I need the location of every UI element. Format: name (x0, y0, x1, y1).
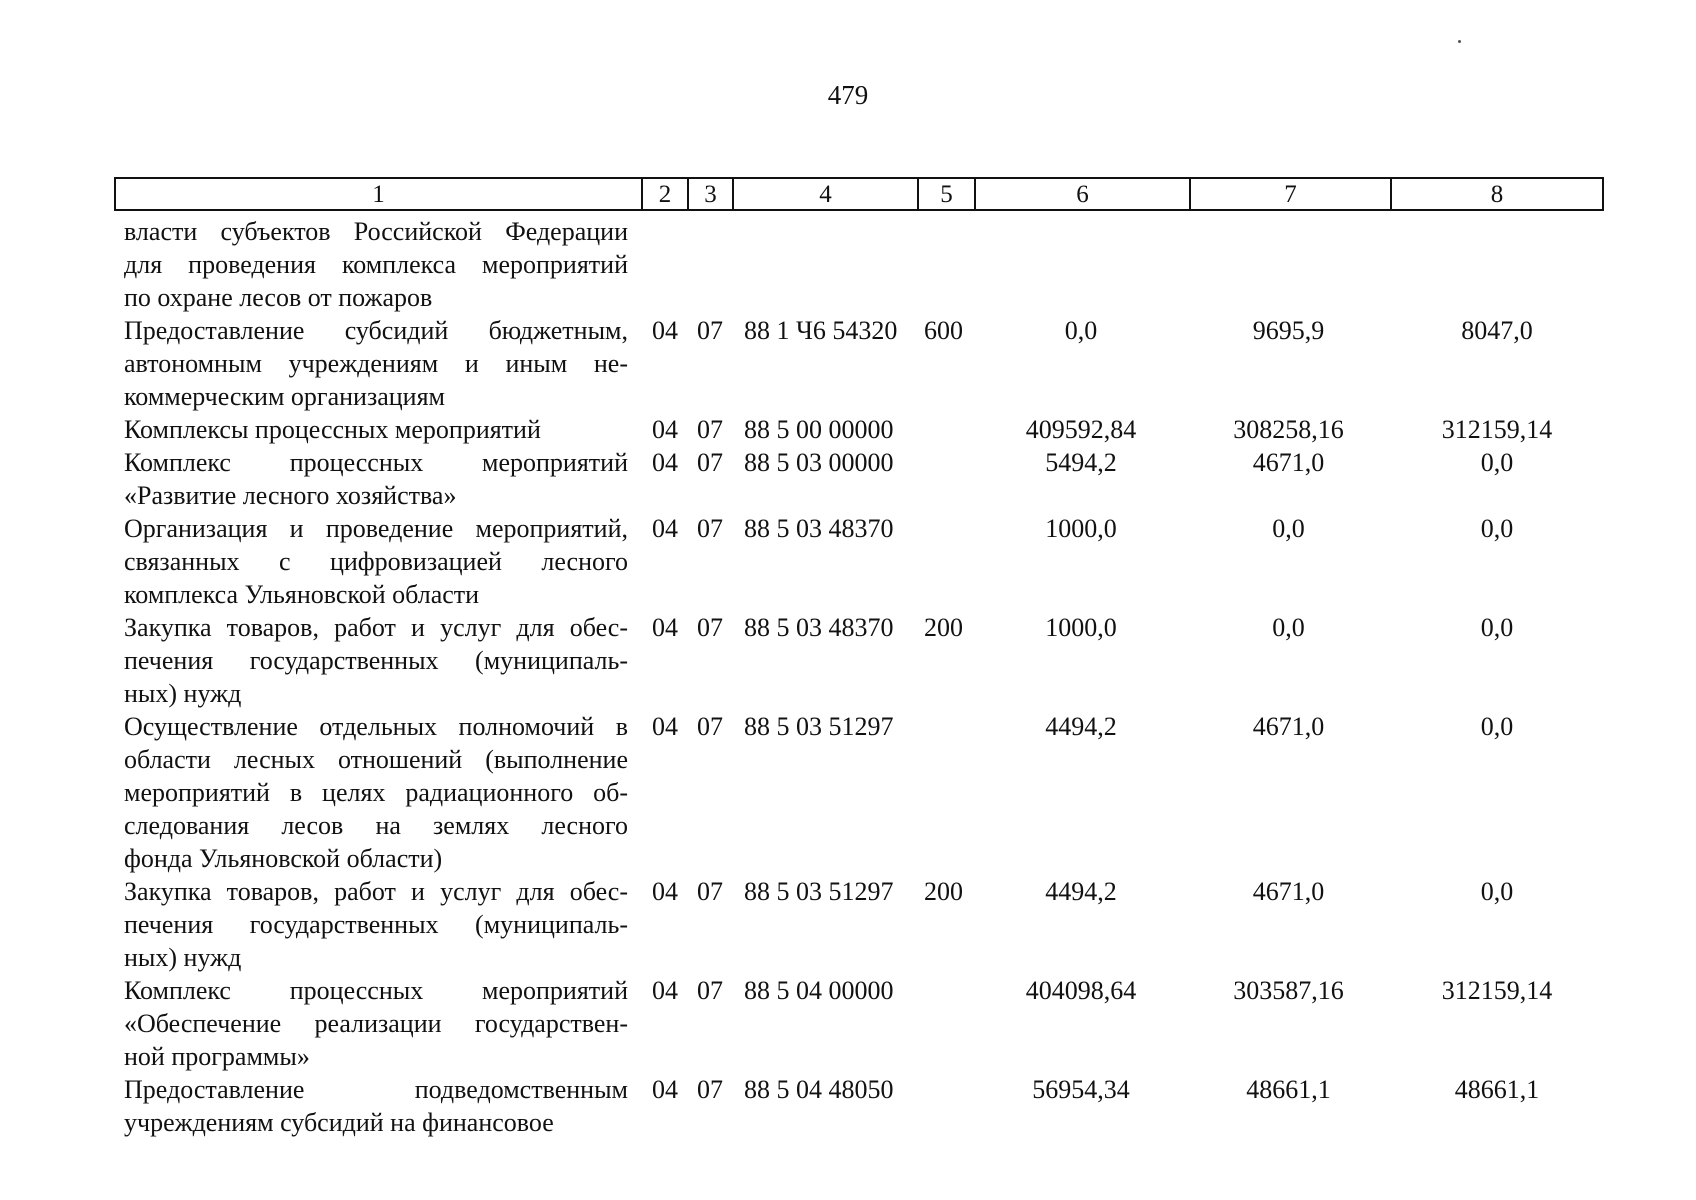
cell-c5: 600 (924, 316, 963, 345)
cell-c7: 4671,0 (1252, 448, 1325, 477)
cell-c2: 04 (652, 613, 678, 642)
row-description (124, 1073, 628, 1139)
table-header (114, 177, 1604, 211)
cell-c5: 200 (924, 613, 963, 642)
table-body (0, 215, 1696, 1139)
description-line: Предоставление субсидий бюджетным, (124, 316, 628, 345)
cell-c4: 88 5 03 00000 (744, 448, 894, 477)
header-col-1: 1 (116, 179, 643, 209)
cell-c8: 312159,14 (1441, 976, 1553, 1005)
cell-c6: 1000,0 (1045, 514, 1117, 543)
header-col-7: 7 (1191, 179, 1392, 209)
cell-c4: 88 5 03 48370 (744, 613, 894, 642)
cell-c6: 1000,0 (1045, 613, 1117, 642)
cell-c6: 4494,2 (1045, 877, 1117, 906)
cell-c6: 409592,84 (1025, 415, 1137, 444)
row-description (124, 710, 628, 875)
description-line: Комплекс процессных мероприятий (124, 976, 628, 1005)
description-line: Организация и проведение мероприятий, (124, 514, 628, 543)
cell-c2: 04 (652, 1075, 678, 1104)
cell-c4: 88 5 03 48370 (744, 514, 894, 543)
cell-c3: 07 (697, 415, 723, 444)
cell-c3: 07 (697, 613, 723, 642)
cell-c2: 04 (652, 976, 678, 1005)
table-row (0, 875, 1696, 974)
cell-c8: 48661,1 (1454, 1075, 1540, 1104)
row-description (124, 446, 628, 512)
cell-c7: 4671,0 (1252, 712, 1325, 741)
header-col-4: 4 (734, 179, 919, 209)
description-line: Закупка товаров, работ и услуг для обес- (124, 877, 628, 906)
cell-c4: 88 5 03 51297 (744, 712, 894, 741)
cell-c4: 88 5 00 00000 (744, 415, 894, 444)
cell-c7: 0,0 (1272, 514, 1305, 543)
cell-c8: 0,0 (1480, 712, 1514, 741)
description-line: фонда Ульяновской области) (124, 844, 443, 873)
cell-c4: 88 1 Ч6 54320 (744, 316, 898, 345)
row-description (124, 974, 628, 1073)
description-line: мероприятий в целях радиационного об- (124, 778, 628, 807)
cell-c6: 56954,34 (1032, 1075, 1130, 1104)
cell-c3: 07 (697, 976, 723, 1005)
table-row (0, 314, 1696, 413)
row-description (124, 875, 628, 974)
description-line: власти субъектов Российской Федерации (124, 217, 628, 246)
table-row (0, 710, 1696, 875)
cell-c7: 48661,1 (1246, 1075, 1331, 1104)
description-line: «Развитие лесного хозяйства» (124, 481, 457, 510)
row-description (124, 314, 628, 413)
table-row (0, 512, 1696, 611)
cell-c6: 4494,2 (1045, 712, 1117, 741)
description-line: печения государственных (муниципаль- (124, 646, 628, 675)
cell-c2: 04 (652, 877, 678, 906)
description-line: ных) нужд (124, 943, 242, 972)
cell-c8: 8047,0 (1461, 316, 1533, 345)
cell-c2: 04 (652, 316, 678, 345)
table-row (0, 413, 1696, 446)
cell-c3: 07 (697, 448, 723, 477)
cell-c3: 07 (697, 514, 723, 543)
cell-c8: 0,0 (1480, 613, 1514, 642)
cell-c3: 07 (697, 1075, 723, 1104)
cell-c7: 303587,16 (1233, 976, 1344, 1005)
cell-c4: 88 5 04 48050 (744, 1075, 894, 1104)
description-line: по охране лесов от пожаров (124, 283, 433, 312)
cell-c3: 07 (697, 712, 723, 741)
table-row (0, 611, 1696, 710)
cell-c7: 9695,9 (1252, 316, 1325, 345)
row-description (124, 611, 628, 710)
cell-c4: 88 5 04 00000 (744, 976, 894, 1005)
cell-c8: 312159,14 (1441, 415, 1553, 444)
description-line: печения государственных (муниципаль- (124, 910, 628, 939)
description-line: Осуществление отдельных полномочий в (124, 712, 628, 741)
header-col-3: 3 (689, 179, 734, 209)
row-description (124, 215, 628, 314)
description-line: связанных с цифровизацией лесного (124, 547, 628, 576)
scan-artifact (1458, 40, 1461, 43)
description-line: следования лесов на землях лесного (124, 811, 628, 840)
header-col-6: 6 (976, 179, 1191, 209)
description-line: ных) нужд (124, 679, 242, 708)
cell-c6: 404098,64 (1025, 976, 1137, 1005)
description-line: Закупка товаров, работ и услуг для обес- (124, 613, 628, 642)
cell-c2: 04 (652, 448, 678, 477)
description-line: автономным учреждениям и иным не- (124, 349, 628, 378)
row-description (124, 413, 628, 446)
table-row (0, 974, 1696, 1073)
table-row (0, 446, 1696, 512)
cell-c3: 07 (697, 316, 723, 345)
table-row (0, 215, 1696, 314)
cell-c6: 5494,2 (1045, 448, 1117, 477)
cell-c6: 0,0 (1064, 316, 1098, 345)
description-line: для проведения комплекса мероприятий (124, 250, 628, 279)
cell-c4: 88 5 03 51297 (744, 877, 894, 906)
cell-c8: 0,0 (1480, 514, 1514, 543)
description-line: ной программы» (124, 1042, 310, 1071)
table-row (0, 1073, 1696, 1139)
description-line: комплекса Ульяновской области (124, 580, 480, 609)
description-line: Предоставление подведомственным (124, 1075, 628, 1104)
cell-c5: 200 (924, 877, 963, 906)
description-line: «Обеспечение реализации государствен- (124, 1009, 628, 1038)
header-col-8: 8 (1490, 180, 1504, 208)
cell-c8: 0,0 (1480, 877, 1514, 906)
cell-c2: 04 (652, 712, 678, 741)
page-number: 479 (827, 80, 869, 110)
cell-c3: 07 (697, 877, 723, 906)
cell-c7: 308258,16 (1233, 415, 1344, 444)
header-col-2: 2 (643, 179, 689, 209)
cell-c7: 4671,0 (1252, 877, 1325, 906)
description-line: Комплекс процессных мероприятий (124, 448, 628, 477)
description-line: учреждениям субсидий на финансовое (124, 1108, 554, 1137)
header-col-5: 5 (919, 179, 976, 209)
cell-c2: 04 (652, 514, 678, 543)
row-description (124, 512, 628, 611)
cell-c8: 0,0 (1480, 448, 1514, 477)
description-line: коммерческим организациям (124, 382, 446, 411)
description-line: области лесных отношений (выполнение (124, 745, 628, 774)
cell-c7: 0,0 (1272, 613, 1305, 642)
description-line: Комплексы процессных мероприятий (124, 415, 541, 444)
cell-c2: 04 (652, 415, 678, 444)
